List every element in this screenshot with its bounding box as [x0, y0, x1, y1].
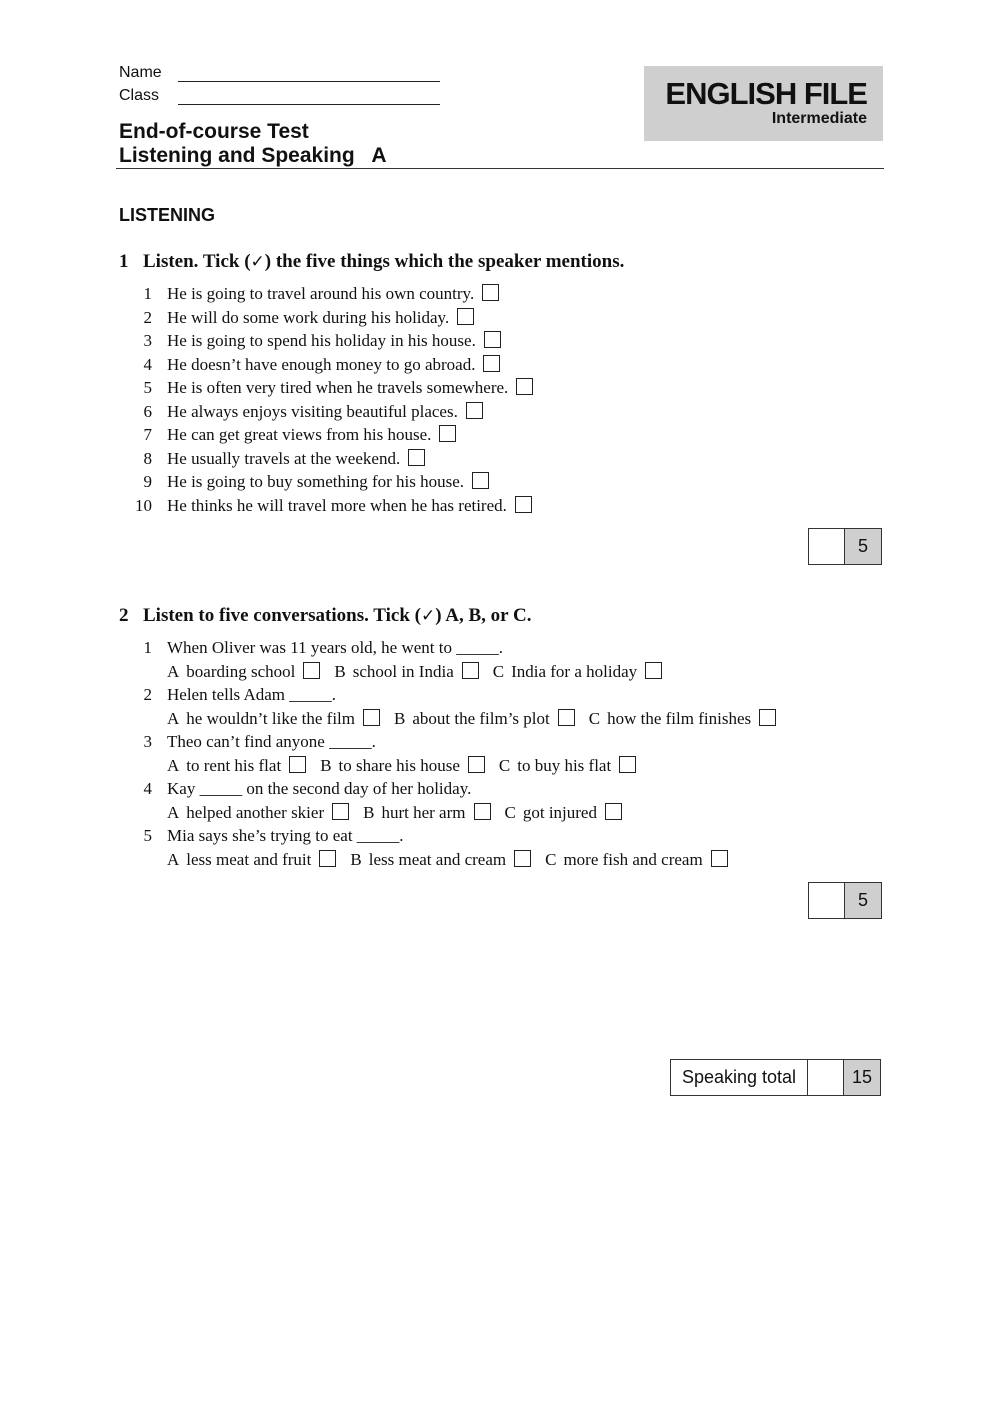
q2-option-letter: A — [167, 708, 180, 728]
speaking-total-max: 15 — [844, 1060, 880, 1095]
q2-title-post: ) A, B, or C. — [435, 605, 532, 626]
q2-item-stem — [119, 683, 790, 707]
q1-item-number: 9 — [143, 472, 152, 491]
q2-title — [119, 605, 531, 627]
q2-item-number: 4 — [143, 779, 152, 798]
q1-title-pre: Listen. Tick ( — [143, 251, 251, 272]
q2-option — [363, 801, 490, 825]
brand-level: Intermediate — [771, 110, 867, 127]
q2-option — [167, 754, 306, 778]
q2-item-options — [119, 754, 790, 778]
q1-item-checkbox[interactable] — [483, 355, 500, 372]
q1-number: 1 — [119, 251, 129, 272]
test-title: End-of-course Test — [119, 120, 309, 143]
q2-score-max: 5 — [845, 883, 881, 918]
q1-item — [119, 353, 533, 377]
q2-option-text: to buy his flat — [517, 755, 612, 775]
q2-item-number: 1 — [143, 638, 152, 657]
q2-option-checkbox[interactable] — [289, 756, 306, 773]
q2-option — [589, 707, 776, 731]
q2-option-text: hurt her arm — [381, 802, 466, 822]
q2-option — [493, 660, 662, 684]
section-title: LISTENING — [119, 205, 216, 225]
q2-option-letter: C — [498, 755, 511, 775]
q2-item-stem — [119, 824, 790, 848]
q2-item-options — [119, 848, 790, 872]
q2-item-text: When Oliver was 11 years old, he went to _____. — [167, 638, 503, 657]
q2-option-text: school in India — [352, 661, 454, 681]
q1-score-box — [808, 528, 882, 565]
q2-option-checkbox[interactable] — [619, 756, 636, 773]
name-field[interactable] — [178, 81, 440, 82]
q1-score-input[interactable] — [809, 529, 845, 564]
q2-option-checkbox[interactable] — [558, 709, 575, 726]
q1-item-number: 2 — [143, 307, 152, 327]
q2-option-letter: A — [167, 755, 180, 775]
q2-option-checkbox[interactable] — [759, 709, 776, 726]
q2-option-letter: A — [167, 849, 180, 869]
q2-score-box — [808, 882, 882, 919]
q1-item — [119, 494, 533, 518]
speaking-total-input[interactable] — [808, 1060, 844, 1095]
q1-item-number: 6 — [143, 401, 152, 421]
q2-option-text: less meat and cream — [368, 849, 507, 869]
q2-option-checkbox[interactable] — [363, 709, 380, 726]
q1-item — [119, 282, 533, 306]
q1-item-checkbox[interactable] — [515, 496, 532, 513]
q2-option — [350, 848, 531, 872]
speaking-total-label: Speaking total — [671, 1060, 808, 1095]
q1-item-checkbox[interactable] — [482, 284, 499, 301]
q1-item-number: 4 — [143, 354, 152, 374]
q2-item-text: Kay _____ on the second day of her holiday. — [167, 779, 472, 798]
q2-option-checkbox[interactable] — [514, 850, 531, 867]
q1-item-checkbox[interactable] — [439, 425, 456, 442]
q2-option-letter: C — [504, 802, 516, 822]
q2-option — [545, 848, 728, 872]
q2-option — [320, 754, 485, 778]
q2-item-stem — [119, 730, 790, 754]
q2-item-stem — [119, 777, 790, 801]
tick-icon: ✓ — [420, 606, 436, 626]
q1-item-checkbox[interactable] — [484, 331, 501, 348]
q2-title-pre: Listen to five conversations. Tick ( — [143, 605, 421, 626]
q2-option — [167, 848, 336, 872]
q1-item — [119, 470, 533, 494]
q2-score-input[interactable] — [809, 883, 845, 918]
class-field[interactable] — [178, 104, 440, 105]
q2-option-text: how the film finishes — [607, 708, 752, 728]
q1-item — [119, 423, 533, 447]
q2-item-text: Theo can’t find anyone _____. — [167, 732, 376, 751]
q2-item-number: 3 — [143, 732, 152, 751]
q2-option — [167, 707, 380, 731]
q1-item-checkbox[interactable] — [516, 378, 533, 395]
q2-item-number: 5 — [143, 826, 152, 845]
q2-option-text: less meat and fruit — [186, 849, 312, 869]
q2-option-letter: B — [363, 802, 375, 822]
q2-option-text: he wouldn’t like the film — [186, 708, 355, 728]
q2-option-checkbox[interactable] — [605, 803, 622, 820]
q1-item-text: He is going to travel around his own country. — [167, 284, 475, 303]
q1-item-number: 10 — [135, 495, 152, 515]
q2-option-checkbox[interactable] — [468, 756, 485, 773]
q2-option-text: helped another skier — [186, 802, 325, 822]
q1-item-number: 5 — [143, 378, 152, 397]
q2-option — [167, 660, 320, 684]
q2-option-checkbox[interactable] — [711, 850, 728, 867]
q2-option-letter: A — [167, 661, 180, 681]
q2-option-checkbox[interactable] — [303, 662, 320, 679]
q2-item-text: Helen tells Adam _____. — [167, 685, 337, 704]
q2-option-text: boarding school — [186, 661, 296, 681]
q1-item-text: He doesn’t have enough money to go abroad. — [167, 354, 476, 374]
q1-item — [119, 329, 533, 353]
q1-item-text: He usually travels at the weekend. — [167, 448, 401, 468]
q1-item-text: He can get great views from his house. — [167, 425, 432, 444]
q2-option-letter: C — [588, 708, 601, 728]
q1-item-number: 1 — [143, 284, 152, 303]
q1-item-text: He always enjoys visiting beautiful places. — [167, 401, 458, 421]
q2-option-checkbox[interactable] — [474, 803, 491, 820]
q2-option-text: to rent his flat — [186, 755, 282, 775]
q1-item-text: He will do some work during his holiday. — [167, 307, 450, 327]
q1-item-number: 7 — [143, 425, 152, 444]
q2-item-options — [119, 660, 790, 684]
q1-item-checkbox[interactable] — [457, 308, 474, 325]
q2-option-letter: A — [167, 802, 180, 822]
q2-option-checkbox[interactable] — [332, 803, 349, 820]
q1-item-text: He is going to spend his holiday in his house. — [167, 331, 476, 350]
q2-option-letter: B — [334, 661, 346, 681]
q2-option-checkbox[interactable] — [319, 850, 336, 867]
q2-option-letter: C — [545, 849, 557, 869]
q1-item-checkbox[interactable] — [408, 449, 425, 466]
tick-icon: ✓ — [250, 252, 265, 272]
q2-option-checkbox[interactable] — [462, 662, 479, 679]
q2-option-text: got injured — [522, 802, 597, 822]
q2-option-letter: B — [350, 849, 362, 869]
q2-item-options — [119, 801, 790, 825]
q1-item-text: He thinks he will travel more when he has retired. — [167, 495, 507, 515]
q2-item-options — [119, 707, 790, 731]
q2-option — [505, 801, 622, 825]
q2-option-letter: C — [492, 661, 505, 681]
q1-item — [119, 376, 533, 400]
q1-item-number: 8 — [143, 448, 152, 468]
q1-item-text: He is often very tired when he travels somewhere. — [167, 378, 509, 397]
q2-number: 2 — [119, 605, 129, 626]
q1-item-checkbox[interactable] — [472, 472, 489, 489]
class-label: Class — [119, 87, 160, 104]
q2-item-stem — [119, 636, 790, 660]
q2-option-text: about the film’s plot — [412, 708, 550, 728]
q2-option — [167, 801, 349, 825]
q1-title — [119, 251, 624, 273]
q1-item-checkbox[interactable] — [466, 402, 483, 419]
q2-option-letter: B — [394, 708, 406, 728]
q1-item — [119, 447, 533, 471]
q2-option — [334, 660, 478, 684]
q2-option-text: India for a holiday — [511, 661, 638, 681]
q2-option-checkbox[interactable] — [645, 662, 662, 679]
q2-list — [119, 636, 790, 871]
brand-name: ENGLISH FILE — [665, 76, 867, 111]
q2-item-number: 2 — [143, 685, 152, 704]
q1-item-text: He is going to buy something for his house. — [167, 472, 465, 491]
q2-option-text: more fish and cream — [563, 849, 703, 869]
q1-list — [119, 282, 533, 517]
q1-score-max: 5 — [845, 529, 881, 564]
test-subtitle: Listening and Speaking A — [119, 144, 387, 167]
name-label: Name — [119, 64, 162, 81]
brand-logo — [644, 66, 883, 141]
header-divider — [116, 168, 884, 169]
q1-item-number: 3 — [143, 331, 152, 350]
q2-option — [394, 707, 575, 731]
speaking-total-box — [670, 1059, 881, 1096]
q2-item-text: Mia says she’s trying to eat _____. — [167, 826, 404, 845]
q1-title-post: ) the five things which the speaker mentions. — [264, 251, 625, 272]
q2-option — [499, 754, 636, 778]
q2-option-text: to share his house — [338, 755, 460, 775]
q1-item — [119, 400, 533, 424]
q1-item — [119, 306, 533, 330]
q2-option-letter: B — [320, 755, 332, 775]
